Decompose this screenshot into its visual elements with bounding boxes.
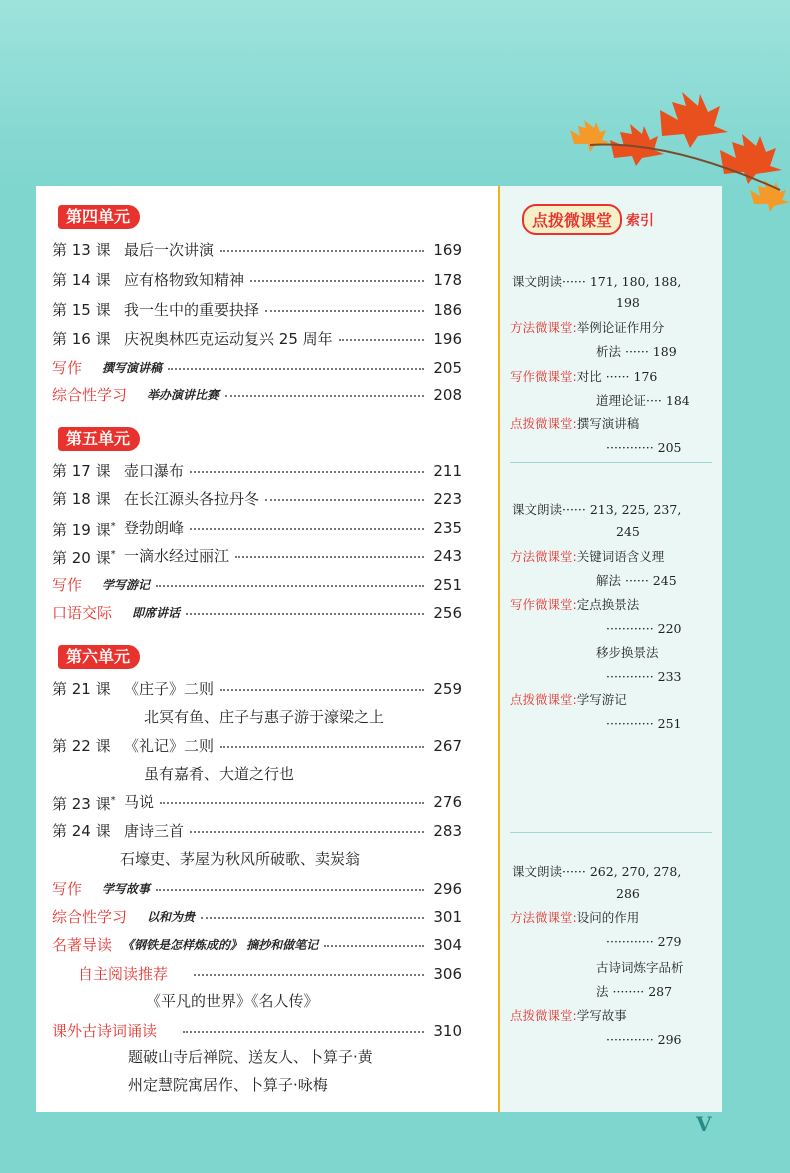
lesson-number: 第 13 课 <box>52 241 111 259</box>
toc-row[interactable] <box>52 543 462 569</box>
leader-dots <box>324 937 424 947</box>
lesson-number: 第 19 课* <box>52 520 116 539</box>
leader-dots <box>235 548 424 558</box>
method-pages: 析法 ······ 189 <box>596 344 677 359</box>
toc-row[interactable] <box>52 267 462 293</box>
page-number: 208 <box>433 386 462 404</box>
page-number: 186 <box>433 301 462 319</box>
section-category: 自主阅读推荐 <box>78 965 169 983</box>
page-number: 205 <box>433 359 462 377</box>
page-number: 235 <box>433 519 462 537</box>
read-aloud-entry[interactable]: 课文朗读······ 171, 180, 188, <box>512 274 682 289</box>
method-pages: 解法 ······ 245 <box>596 573 677 588</box>
page-number: 178 <box>433 271 462 289</box>
page-number: 251 <box>433 576 462 594</box>
section-category: 写作 <box>52 359 83 377</box>
page-number: 211 <box>433 462 462 480</box>
section-category: 写作 <box>52 880 83 898</box>
writing-pages: ············ 220 <box>606 621 682 636</box>
leader-dots <box>190 520 424 530</box>
page-number: 283 <box>433 822 462 840</box>
leader-dots <box>201 909 424 919</box>
leader-dots <box>160 794 424 804</box>
lesson-title: 庆祝奥林匹克运动复兴 25 周年 <box>124 330 333 348</box>
lesson-number: 第 20 课* <box>52 548 116 567</box>
leader-dots <box>183 1023 424 1033</box>
lesson-title: 唐诗三首 <box>124 822 185 840</box>
page-number: 196 <box>433 330 462 348</box>
read-aloud-entry[interactable]: 课文朗读······ 213, 225, 237, <box>512 502 682 517</box>
page-number: 243 <box>433 547 462 565</box>
lesson-title: 登勃朗峰 <box>124 519 185 537</box>
page-number: 276 <box>433 793 462 811</box>
writing-entry[interactable]: 移步换景法 <box>596 645 659 660</box>
tip-pages: ············ 205 <box>606 440 682 455</box>
leader-dots <box>265 491 424 501</box>
toc-row[interactable] <box>52 818 462 844</box>
toc-row[interactable] <box>52 382 462 408</box>
section-subtitle: 以和为贵 <box>147 910 196 924</box>
page-number: 267 <box>433 737 462 755</box>
leader-dots <box>339 331 424 341</box>
section-category: 课外古诗词诵读 <box>52 1022 158 1040</box>
lesson-title: 马说 <box>124 793 155 811</box>
page-number: 259 <box>433 680 462 698</box>
unit-tag: 第五单元 <box>58 427 140 451</box>
page-number: 169 <box>433 241 462 259</box>
leader-dots <box>186 605 424 615</box>
lesson-detail: 北冥有鱼、庄子与惠子游于濠梁之上 <box>144 708 385 726</box>
star-mark: * <box>110 520 116 532</box>
star-mark: * <box>110 548 116 560</box>
method-entry[interactable]: 方法微课堂:举例论证作用分 <box>510 320 665 335</box>
read-aloud-pages: 198 <box>616 295 640 310</box>
writing-entry[interactable]: 写作微课堂:对比 ······ 176 <box>510 369 658 384</box>
tip-pages: ············ 296 <box>606 1032 682 1047</box>
toc-row[interactable] <box>52 355 462 381</box>
leader-dots <box>156 577 424 587</box>
leader-dots <box>250 272 424 282</box>
method-entry[interactable]: 方法微课堂:设问的作用 <box>510 910 640 925</box>
section-subtitle: 学写故事 <box>102 882 151 896</box>
banner-suffix: 索引 <box>626 212 655 229</box>
lesson-number: 第 14 课 <box>52 271 111 289</box>
toc-row[interactable] <box>52 904 462 930</box>
toc-row[interactable] <box>52 297 462 323</box>
lesson-title: 应有格物致知精神 <box>124 271 245 289</box>
method-entry[interactable]: 古诗词炼字品析 <box>596 960 684 975</box>
writing-pages: 道理论证···· 184 <box>596 393 690 408</box>
tip-entry[interactable]: 点拨微课堂:学写游记 <box>510 692 627 707</box>
leader-dots <box>190 823 424 833</box>
page-number: 223 <box>433 490 462 508</box>
lesson-title: 在长江源头各拉丹冬 <box>124 490 260 508</box>
poem-detail: 州定慧院寓居作、卜算子·咏梅 <box>128 1076 328 1094</box>
leader-dots <box>220 242 424 252</box>
lesson-number: 第 15 课 <box>52 301 111 319</box>
lesson-detail: 石壕吏、茅屋为秋风所破歌、卖炭翁 <box>120 850 361 868</box>
toc-row[interactable] <box>52 1018 462 1044</box>
read-aloud-pages: 245 <box>616 524 640 539</box>
unit-tag: 第六单元 <box>58 645 140 669</box>
read-aloud-pages: 286 <box>616 886 640 901</box>
leader-dots <box>265 302 424 312</box>
tip-pages: ············ 251 <box>606 716 682 731</box>
toc-row[interactable] <box>52 789 462 815</box>
toc-row[interactable] <box>52 600 462 626</box>
method-entry[interactable]: 方法微课堂:关键词语含义理 <box>510 549 665 564</box>
lesson-number: 第 16 课 <box>52 330 111 348</box>
leader-dots <box>225 387 424 397</box>
lesson-number: 第 23 课* <box>52 794 116 813</box>
leader-dots <box>220 681 424 691</box>
page-number-footer: V <box>696 1112 712 1136</box>
section-category: 名著导读 <box>52 936 113 954</box>
page-number: 306 <box>433 965 462 983</box>
toc-row[interactable] <box>52 515 462 541</box>
divider <box>510 462 712 463</box>
tip-entry[interactable]: 点拨微课堂:学写故事 <box>510 1008 627 1023</box>
toc-row[interactable] <box>52 237 462 263</box>
unit-tag: 第四单元 <box>58 205 140 229</box>
page-number: 304 <box>433 936 462 954</box>
section-subtitle: 《钢铁是怎样炼成的》 摘抄和做笔记 <box>122 938 319 952</box>
toc-row[interactable] <box>52 876 462 902</box>
divider <box>510 832 712 833</box>
lesson-title: 壶口瀑布 <box>124 462 185 480</box>
lesson-number: 第 22 课 <box>52 737 111 755</box>
section-subtitle: 举办演讲比赛 <box>147 388 220 402</box>
lesson-title: 最后一次讲演 <box>124 241 215 259</box>
toc-row[interactable] <box>52 326 462 352</box>
page-number: 301 <box>433 908 462 926</box>
section-subtitle: 学写游记 <box>102 578 151 592</box>
writing-entry[interactable]: 写作微课堂:定点换景法 <box>510 597 640 612</box>
star-mark: * <box>110 794 116 806</box>
section-category: 写作 <box>52 576 83 594</box>
toc-row[interactable] <box>52 458 462 484</box>
toc-row[interactable] <box>52 733 462 759</box>
toc-row[interactable] <box>52 572 462 598</box>
tip-entry[interactable]: 点拨微课堂:撰写演讲稿 <box>510 416 640 431</box>
page-number: 310 <box>433 1022 462 1040</box>
method-pages: ············ 279 <box>606 934 682 949</box>
section-subtitle: 即席讲话 <box>132 606 181 620</box>
lesson-title: 《礼记》二则 <box>124 737 215 755</box>
section-category: 口语交际 <box>52 604 113 622</box>
toc-row[interactable] <box>52 932 462 958</box>
leader-dots <box>190 463 424 473</box>
poem-detail: 题破山寺后禅院、送友人、卜算子·黄 <box>128 1048 373 1066</box>
page-number: 296 <box>433 880 462 898</box>
toc-row[interactable] <box>52 676 462 702</box>
section-category: 综合性学习 <box>52 908 128 926</box>
section-category: 综合性学习 <box>52 386 128 404</box>
lesson-number: 第 21 课 <box>52 680 111 698</box>
lesson-title: 我一生中的重要抉择 <box>124 301 260 319</box>
lesson-number: 第 18 课 <box>52 490 111 508</box>
lesson-title: 《庄子》二则 <box>124 680 215 698</box>
leader-dots <box>220 738 424 748</box>
leader-dots <box>194 966 424 976</box>
writing-pages: ············ 233 <box>606 669 682 684</box>
sidebar-banner <box>522 204 654 235</box>
toc-row[interactable] <box>52 486 462 512</box>
leader-dots <box>168 360 424 370</box>
page-number: 256 <box>433 604 462 622</box>
lesson-title: 一滴水经过丽江 <box>124 547 230 565</box>
method-pages: 法 ········ 287 <box>596 984 673 999</box>
lesson-number: 第 17 课 <box>52 462 111 480</box>
reading-detail: 《平凡的世界》《名人传》 <box>146 992 319 1010</box>
toc-row[interactable] <box>78 961 462 987</box>
lesson-number: 第 24 课 <box>52 822 111 840</box>
lesson-detail: 虽有嘉肴、大道之行也 <box>144 765 295 783</box>
read-aloud-entry[interactable]: 课文朗读······ 262, 270, 278, <box>512 864 682 879</box>
leader-dots <box>156 881 424 891</box>
banner-title: 点拨微课堂 <box>522 204 622 235</box>
section-subtitle: 撰写演讲稿 <box>102 361 163 375</box>
